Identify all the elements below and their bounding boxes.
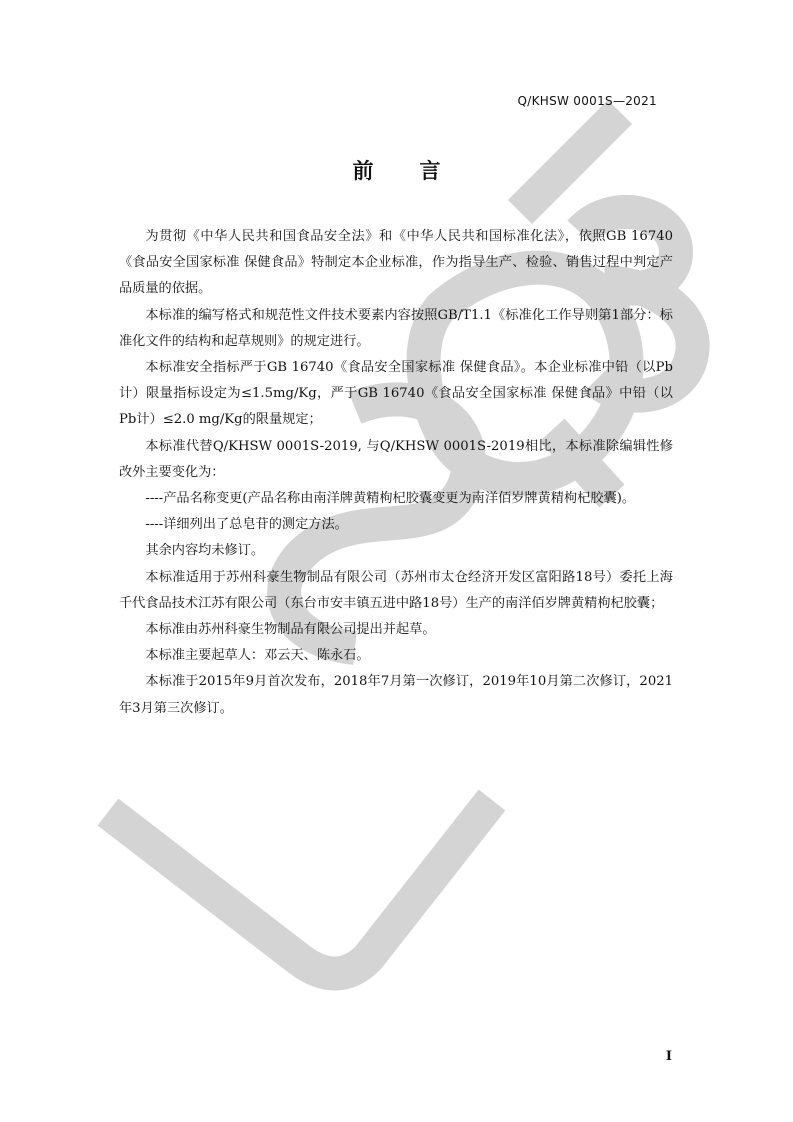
- watermark-letter-j: [108, 800, 492, 974]
- foreword-body: [119, 224, 673, 722]
- paragraph: 本标准的编写格式和规范性文件技术要素内容按照GB/T1.1《标准化工作导则第1部分：标准化文件的结构和起草规则》的规定进行。: [119, 307, 673, 349]
- paragraph: 本标准代替Q/KHSW 0001S-2019, 与Q/KHSW 0001S-2019相比，本标准除编辑性修改外主要变化为：: [119, 438, 673, 480]
- title-part-1: 前: [352, 159, 374, 183]
- page-title: [0, 155, 793, 185]
- document-code: Q/KHSW 0001S—2021: [517, 94, 657, 108]
- paragraph: 为贯彻《中华人民共和国食品安全法》和《中华人民共和国标准化法》，依照GB 16740《食品安全国家标准 保健食品》特制定本企业标准，作为指导生产、检验、销售过程中判定产品质量的依据。: [119, 229, 673, 297]
- paragraph: ----产品名称变更(产品名称由南洋牌黄精枸杞胶囊变更为南洋佰岁牌黄精枸杞胶囊)。: [145, 491, 636, 507]
- page-number: I: [665, 1049, 672, 1064]
- title-part-2: 言: [419, 159, 441, 183]
- paragraph: 本标准适用于苏州科豪生物制品有限公司（苏州市太仓经济开发区富阳路18号）委托上海千代食品技术江苏有限公司（东台市安丰镇五进中路18号）生产的南洋佰岁牌黄精枸杞胶囊；: [119, 569, 673, 611]
- paragraph: 本标准于2015年9月首次发布，2018年7月第一次修订，2019年10月第二次修订，2021年3月第三次修订。: [119, 674, 673, 716]
- paragraph: 本标准主要起草人：邓云天、陈永石。: [145, 648, 370, 664]
- paragraph: ----详细列出了总皂苷的测定方法。: [145, 517, 348, 533]
- paragraph: 本标准安全指标严于GB 16740《食品安全国家标准 保健食品》。本企业标准中铅（以Pb计）限量指标设定为≤1.5mg/Kg，严于GB 16740《食品安全国家标准 保健食品》中铅（以Pb计）≤2.0 mg/Kg的限量规定；: [119, 360, 673, 428]
- paragraph: 本标准由苏州科豪生物制品有限公司提出并起草。: [145, 622, 436, 638]
- paragraph: 其余内容均未修订。: [145, 543, 265, 559]
